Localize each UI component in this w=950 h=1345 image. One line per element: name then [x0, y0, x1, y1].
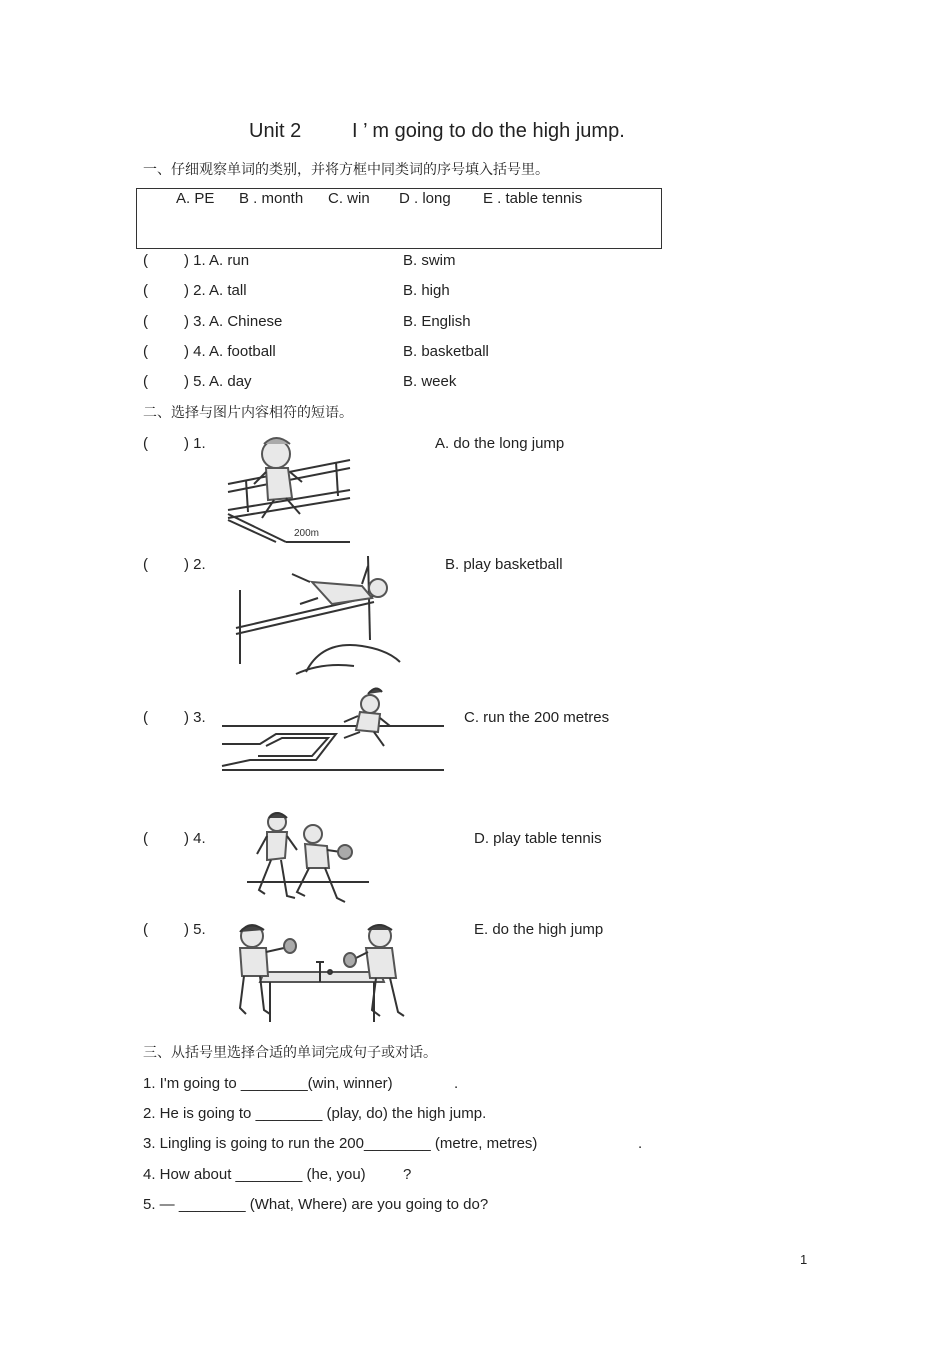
- question-option-a: ) 5. A. day: [184, 373, 252, 390]
- sentence-1-end: .: [454, 1075, 459, 1092]
- box-item-b: B . month: [239, 190, 304, 207]
- sentence-4-end: ?: [403, 1166, 412, 1183]
- answer-paren: (: [143, 921, 148, 938]
- phrase-option-c: C. run the 200 metres: [464, 709, 610, 726]
- answer-paren: (: [143, 830, 148, 847]
- sentence-3: 3. Lingling is going to run the 200________ (metre, metres): [143, 1135, 538, 1152]
- question-option-a: ) 3. A. Chinese: [184, 313, 283, 330]
- box-item-a: A. PE: [176, 190, 215, 207]
- long-jump-illustration: [220, 682, 446, 776]
- section2-heading: 二、选择与图片内容相符的短语。: [143, 405, 353, 421]
- answer-paren: (: [143, 252, 148, 269]
- sentence-1: 1. I'm going to ________(win, winner): [143, 1075, 393, 1092]
- sentence-5: 5. — ________ (What, Where) are you going to do?: [143, 1196, 489, 1213]
- answer-paren: (: [143, 709, 148, 726]
- question-option-b: B. swim: [403, 252, 456, 269]
- answer-paren: (: [143, 435, 148, 452]
- sentence-2: 2. He is going to ________ (play, do) the high jump.: [143, 1105, 487, 1122]
- unit-label: Unit 2: [249, 120, 302, 142]
- box-item-d: D . long: [399, 190, 451, 207]
- question-option-a: ) 1. A. run: [184, 252, 250, 269]
- answer-paren: (: [143, 373, 148, 390]
- question-option-b: B. English: [403, 313, 471, 330]
- item-number: ) 1.: [184, 435, 206, 452]
- section3-heading: 三、从括号里选择合适的单词完成句子或对话。: [143, 1045, 437, 1061]
- item-number: ) 4.: [184, 830, 206, 847]
- box-item-c: C. win: [328, 190, 370, 207]
- basketball-illustration: [245, 810, 371, 910]
- page-number: 1: [800, 1252, 808, 1267]
- answer-paren: (: [143, 313, 148, 330]
- sentence-4: 4. How about ________ (he, you): [143, 1166, 366, 1183]
- track-sign-text: 200m: [294, 528, 320, 539]
- high-jump-illustration: [222, 552, 402, 676]
- phrase-option-b: B. play basketball: [445, 556, 563, 573]
- question-option-b: B. basketball: [403, 343, 489, 360]
- sentence-3-end: .: [638, 1135, 643, 1152]
- phrase-option-a: A. do the long jump: [435, 435, 565, 452]
- item-number: ) 2.: [184, 556, 206, 573]
- page-title: I ’ m going to do the high jump.: [352, 120, 625, 142]
- question-option-a: ) 2. A. tall: [184, 282, 247, 299]
- section1-heading: 一、仔细观察单词的类别，并将方框中同类词的序号填入括号里。: [143, 162, 549, 178]
- item-number: ) 5.: [184, 921, 206, 938]
- answer-paren: (: [143, 282, 148, 299]
- phrase-option-e: E. do the high jump: [474, 921, 604, 938]
- box-item-e: E . table tennis: [483, 190, 583, 207]
- question-option-b: B. week: [403, 373, 457, 390]
- phrase-option-d: D. play table tennis: [474, 830, 602, 847]
- running-track-illustration: [226, 432, 352, 544]
- question-option-a: ) 4. A. football: [184, 343, 276, 360]
- answer-paren: (: [143, 343, 148, 360]
- answer-paren: (: [143, 556, 148, 573]
- item-number: ) 3.: [184, 709, 206, 726]
- table-tennis-illustration: [230, 918, 412, 1026]
- question-option-b: B. high: [403, 282, 450, 299]
